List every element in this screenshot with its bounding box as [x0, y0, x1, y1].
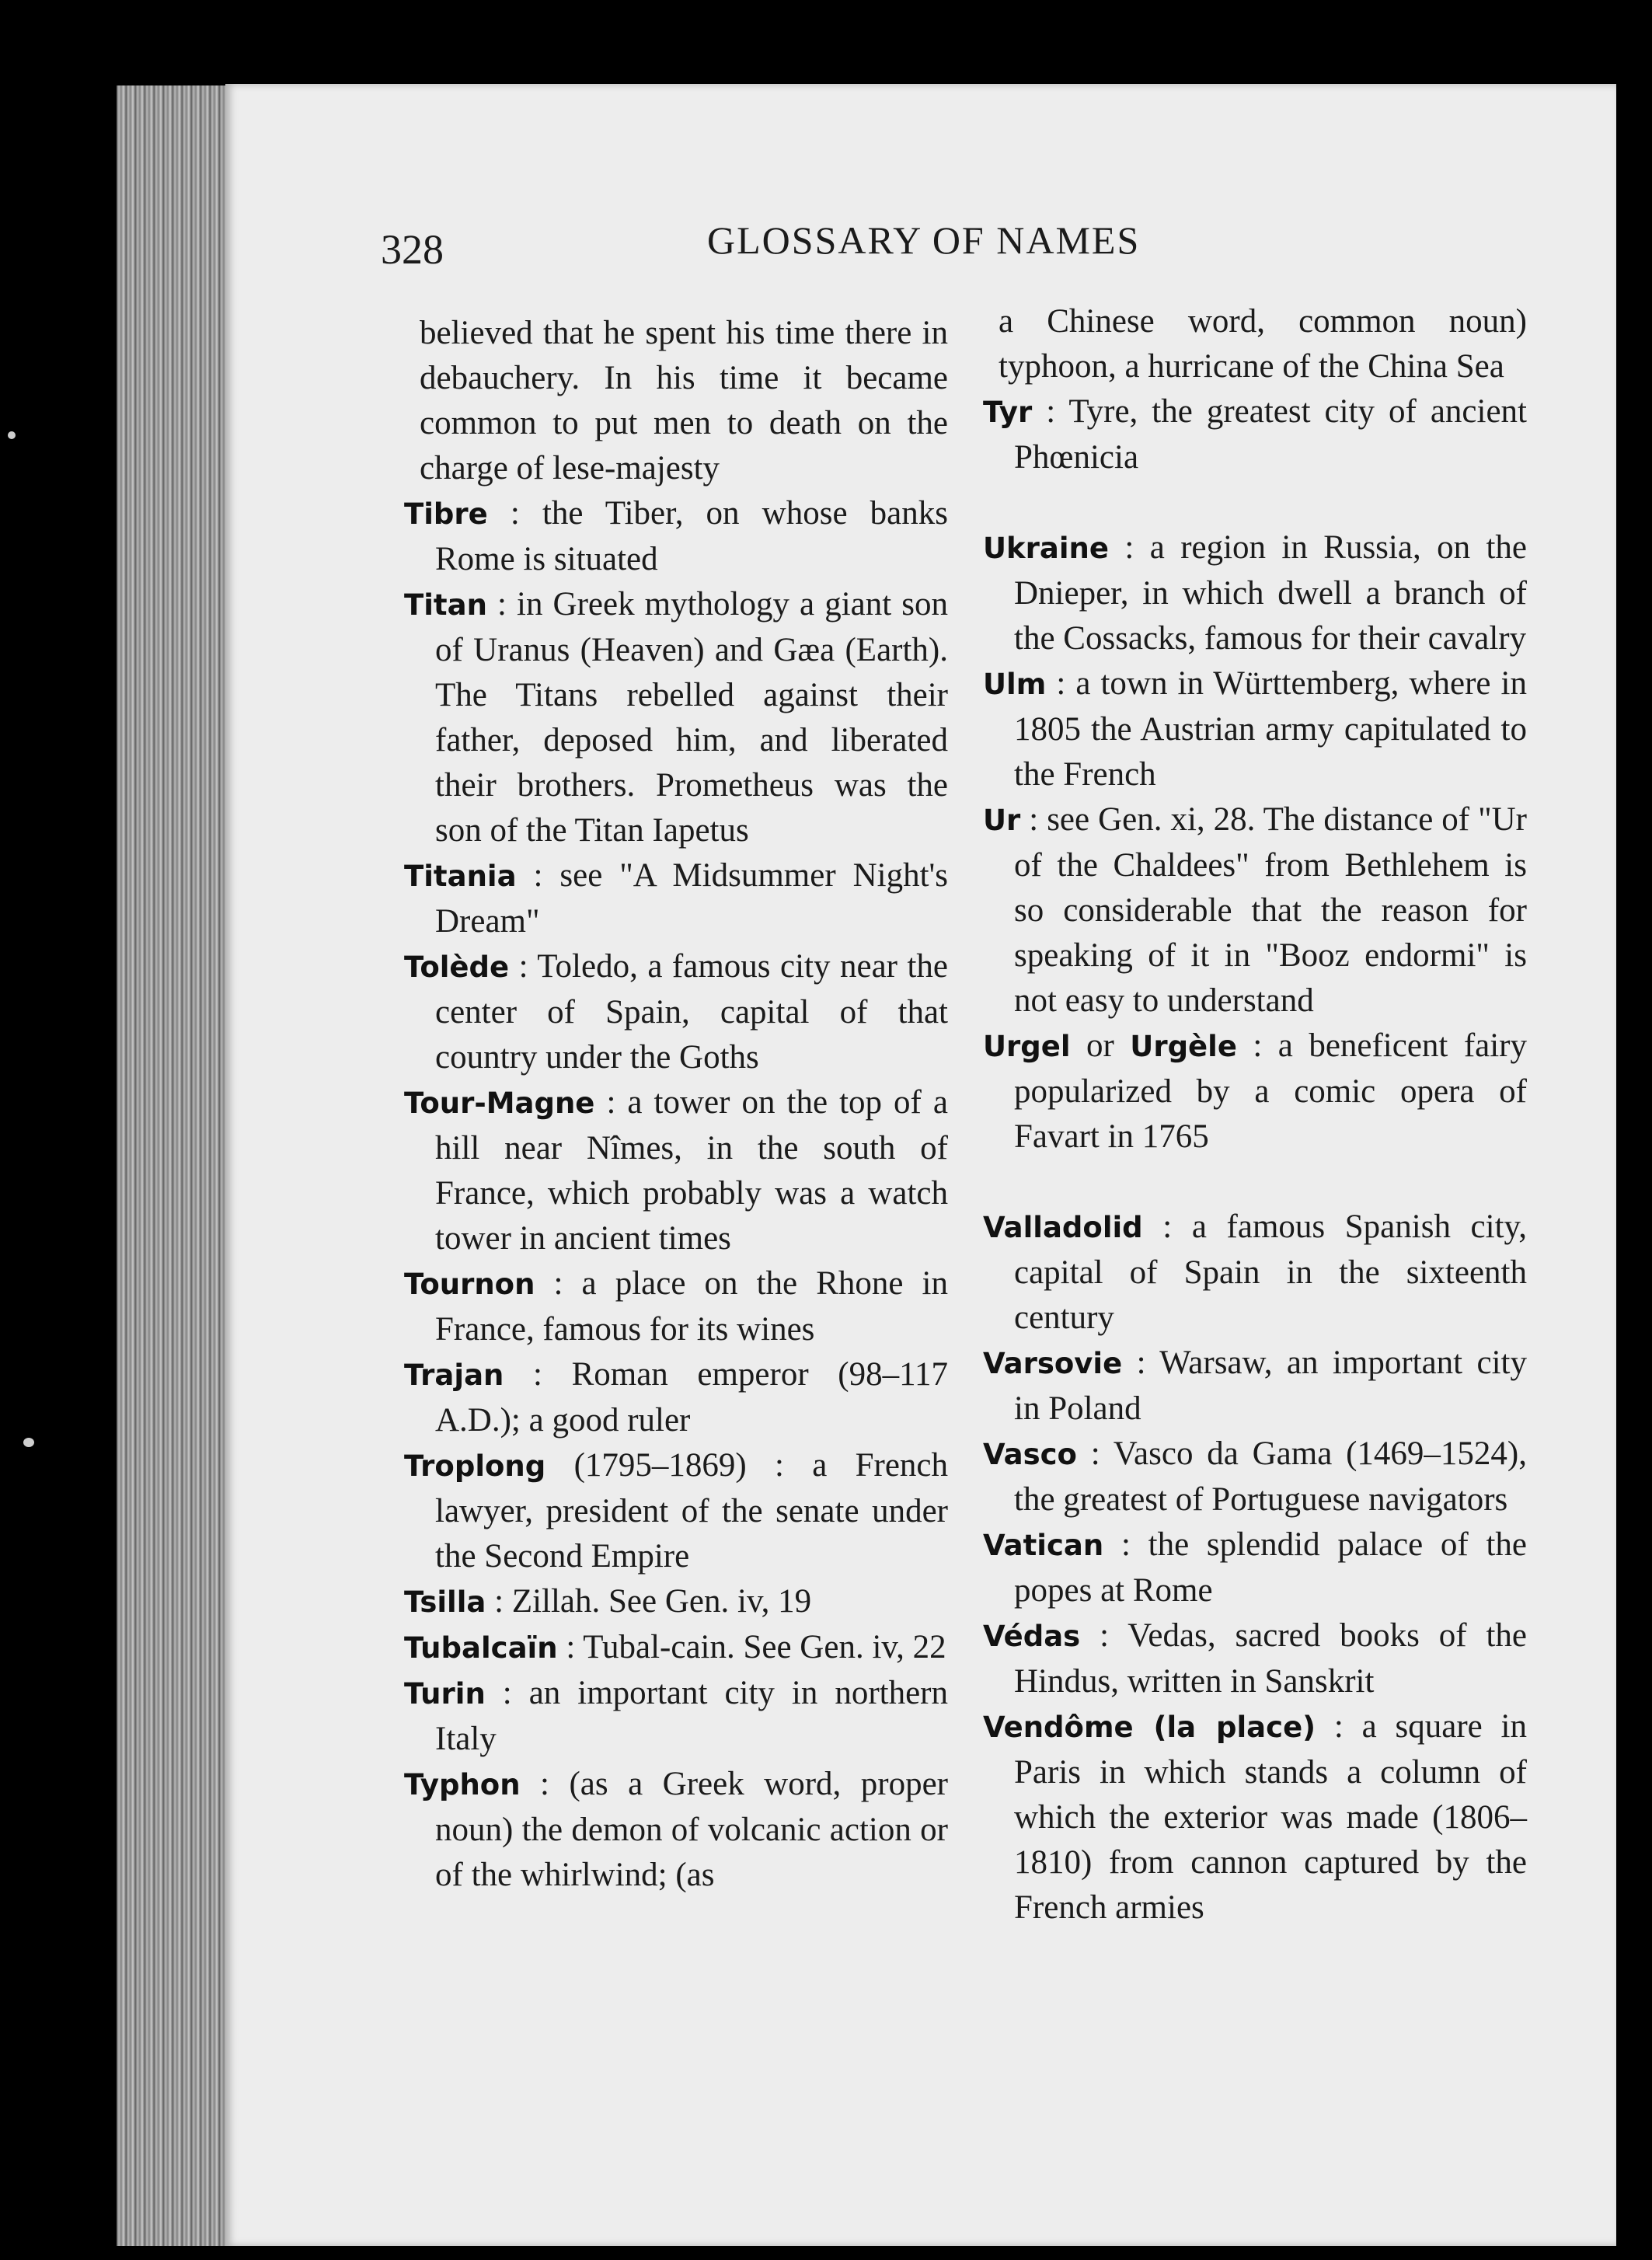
entry-definition: a tower on the top of a hill near Nîmes, in the south of France, which probably was a watch tower in ancient times — [435, 1084, 948, 1257]
glossary-entry — [404, 491, 948, 582]
entry-separator: : — [1080, 1617, 1128, 1654]
entry-term: Tubalcaïn — [404, 1631, 558, 1665]
entry-separator: : — [1032, 393, 1069, 430]
entry-separator: : — [485, 1675, 529, 1711]
entry-term: Tournon — [404, 1268, 535, 1301]
right-column — [983, 299, 1527, 1930]
entry-separator: : — [1316, 1708, 1362, 1745]
entry-definition: a square in Paris in which stands a column of which the exterior was made (1806–1810) from cannon captured by the French armies — [1014, 1708, 1527, 1926]
entry-separator: : — [486, 1583, 512, 1620]
glossary-entry — [404, 1352, 948, 1443]
entry-definition: an important city in northern Italy — [435, 1675, 948, 1757]
glossary-entry — [404, 1625, 948, 1671]
right-entry-list-u — [983, 525, 1527, 1024]
entry-definition: the splendid palace of the popes at Rome — [1014, 1526, 1527, 1609]
entry-term: Typhon — [404, 1768, 521, 1801]
entry-definition: Vasco da Gama (1469–1524), the greatest of Portuguese navigators — [1014, 1435, 1527, 1518]
entry-definition: (1795–1869) : a French lawyer, president of the senate under the Second Empire — [435, 1447, 949, 1575]
running-title: GLOSSARY OF NAMES — [707, 218, 1141, 262]
entry-definition: a famous Spanish city, capital of Spain in the sixteenth century — [1014, 1208, 1527, 1336]
entry-term: Titan — [404, 588, 487, 622]
entry-term: Védas — [983, 1620, 1081, 1653]
entry-separator: : — [520, 1766, 570, 1802]
glossary-entry — [983, 1613, 1527, 1704]
entry-term: Tibre — [404, 497, 488, 531]
continuation-text: believed that he spent his time there in debauchery. In his time it became common to put men to death on the charge of lese-majesty — [420, 315, 948, 487]
entry-definition: Tubal-cain. See Gen. iv, 22 — [583, 1629, 946, 1665]
entry-definition: the Tiber, on whose banks Rome is situated — [435, 495, 948, 577]
entry-term: Vasco — [983, 1438, 1077, 1471]
entry-term: Tolède — [404, 950, 510, 984]
page-number: 328 — [381, 226, 444, 273]
entry-separator — [545, 1447, 573, 1484]
entry-definition: in Greek mythology a giant son of Uranus (Heaven) and Gæa (Earth). The Titans rebelled against their father, deposed him, and liberated their brothers. Prometheus was the son of the Titan Iapetus — [435, 586, 948, 849]
entry-separator: : — [487, 495, 542, 532]
continuation-text: a Chinese word, common noun) typhoon, a hurricane of the China Sea — [999, 303, 1527, 385]
entry-separator: : — [1020, 801, 1047, 838]
section-gap — [983, 480, 1527, 525]
entry-term: Urgel — [983, 1030, 1071, 1063]
entry-term: Troplong — [404, 1449, 546, 1483]
entry-term: Tour-Magne — [404, 1086, 595, 1120]
entry-definition: see "A Midsummer Night's Dream" — [435, 857, 948, 940]
glossary-entry — [983, 1024, 1527, 1160]
entry-separator: : — [516, 857, 560, 894]
entry-term: Valladolid — [983, 1211, 1143, 1244]
entry-definition: Zillah. See Gen. iv, 19 — [511, 1583, 812, 1620]
page-edge — [117, 85, 241, 2246]
entry-separator: : — [509, 948, 538, 985]
entry-term: Titania — [404, 860, 517, 893]
entry-definition: (as a Greek word, proper noun) the demon of volcanic action or of the whirlwind; (as — [435, 1766, 948, 1893]
glossary-entry — [983, 1432, 1527, 1522]
section-gap — [983, 1160, 1527, 1205]
entry-separator: : — [1108, 529, 1150, 566]
entry-separator: : — [486, 586, 518, 623]
glossary-entry — [404, 1762, 948, 1898]
glossary-entry — [404, 853, 948, 944]
entry-term: Trajan — [404, 1358, 504, 1392]
entry-separator: : — [1046, 665, 1076, 702]
entry-definition: Roman emperor (98–117 A.D.); a good ruler — [435, 1356, 948, 1439]
right-entry-list-v — [983, 1205, 1527, 1930]
glossary-entry — [983, 1704, 1527, 1930]
entry-definition: a place on the Rhone in France, famous for its wines — [435, 1265, 948, 1348]
glossary-entry — [404, 1261, 948, 1352]
entry-connector: or — [1070, 1027, 1131, 1064]
entry-term: Ukraine — [983, 532, 1109, 565]
left-column — [404, 311, 948, 1898]
entry-separator: : — [1103, 1526, 1148, 1563]
entry-term: Ulm — [983, 668, 1047, 701]
entry-separator: : — [557, 1629, 584, 1665]
entry-definition: Vedas, sacred books of the Hindus, written in Sanskrit — [1014, 1617, 1527, 1700]
entry-definition: Tyre, the greatest city of ancient Phœnicia — [1014, 393, 1527, 476]
glossary-entry — [404, 1671, 948, 1762]
scan-speck — [23, 1438, 34, 1447]
right-binding-shadow — [1616, 74, 1652, 2260]
entry-term: Ur — [983, 804, 1021, 837]
entry-separator: : — [1122, 1344, 1160, 1381]
entry-term: Vendôme (la place) — [983, 1711, 1316, 1744]
glossary-entry — [983, 525, 1527, 661]
entry-term: Urgèle — [1130, 1030, 1237, 1063]
right-entry-list-t — [983, 389, 1527, 480]
glossary-entry — [404, 582, 948, 853]
glossary-entry — [983, 797, 1527, 1024]
glossary-entry — [404, 1443, 948, 1579]
entry-term: Turin — [404, 1677, 486, 1711]
glossary-entry — [404, 1579, 948, 1625]
glossary-entry — [983, 1341, 1527, 1432]
scan-speck — [8, 431, 16, 439]
glossary-entry — [404, 1080, 948, 1261]
entry-definition: Toledo, a famous city near the center of Spain, capital of that country under the Goths — [435, 948, 948, 1076]
entry-term: Vatican — [983, 1529, 1104, 1562]
glossary-entry — [983, 661, 1527, 797]
entry-term: Varsovie — [983, 1347, 1123, 1380]
entry-definition: a beneficent fairy popularized by a comic opera of Favart in 1765 — [1014, 1027, 1527, 1155]
glossary-entry — [983, 1522, 1527, 1613]
entry-definition: a town in Württemberg, where in 1805 the Austrian army capitulated to the French — [1014, 665, 1527, 793]
page-header — [381, 218, 1469, 280]
entry-separator: : — [1142, 1208, 1192, 1245]
glossary-entry — [404, 944, 948, 1080]
glossary-entry — [983, 389, 1527, 480]
entry-definition: a region in Russia, on the Dnieper, in which dwell a branch of the Cossacks, famous for their cavalry — [1014, 529, 1527, 657]
entry-definition: Warsaw, an important city in Poland — [1014, 1344, 1527, 1427]
entry-term: Tyr — [983, 396, 1033, 429]
entry-separator: : — [504, 1356, 572, 1393]
left-entry-list — [404, 491, 948, 1898]
entry-separator: : — [594, 1084, 628, 1121]
glossary-entry — [983, 1205, 1527, 1341]
entry-separator: : — [535, 1265, 582, 1302]
entry-separator: : — [1236, 1027, 1278, 1064]
entry-term: Tsilla — [404, 1585, 486, 1619]
entry-definition: see Gen. xi, 28. The distance of "Ur of the Chaldees" from Bethlehem is so considerable that the reason for speaking of it in "Booz endormi" is not easy to understand — [1014, 801, 1527, 1019]
entry-separator: : — [1076, 1435, 1114, 1472]
